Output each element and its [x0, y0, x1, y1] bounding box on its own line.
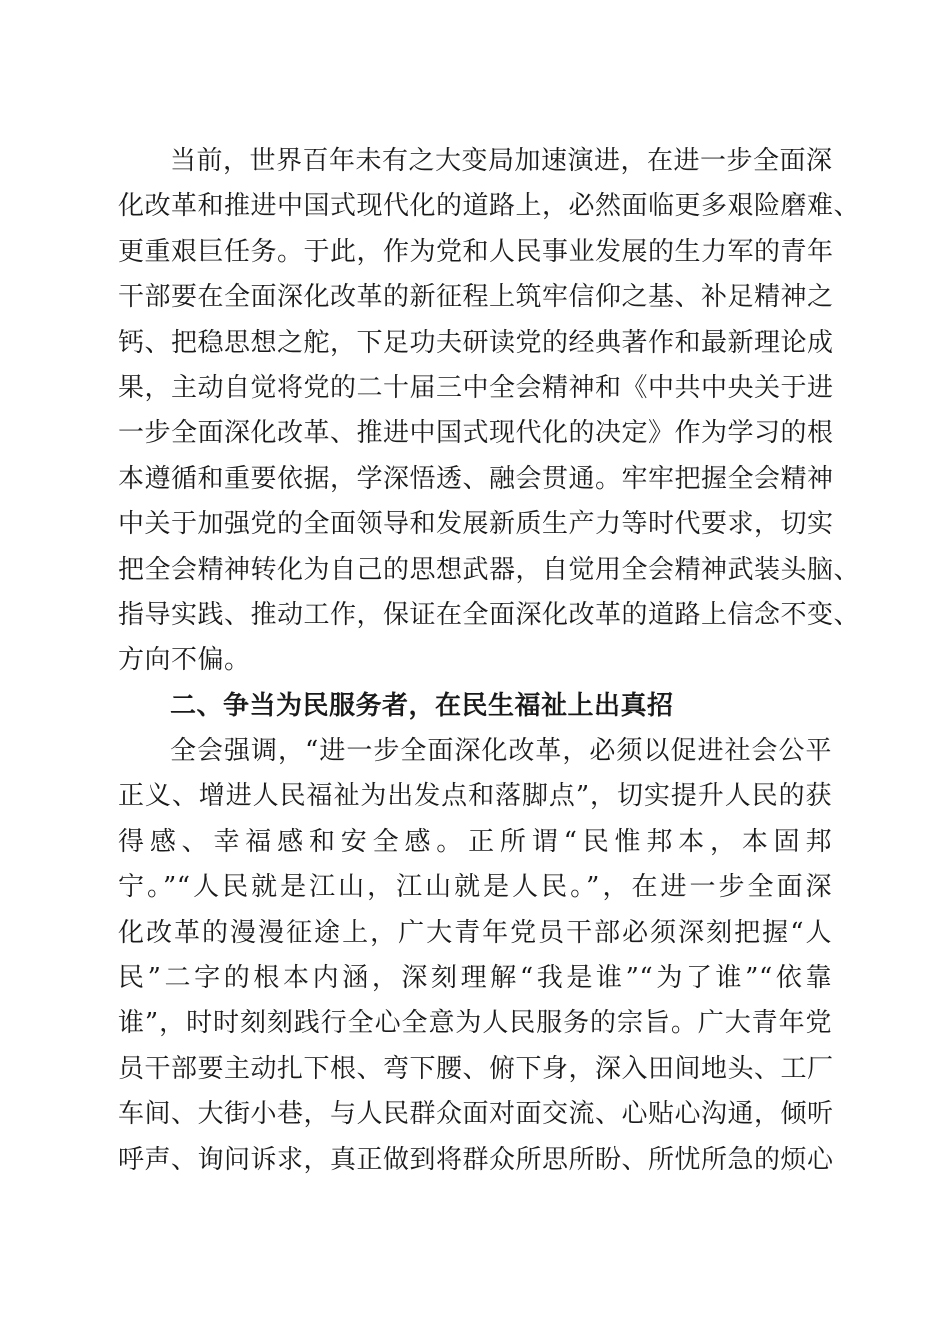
document-body [118, 139, 861, 1183]
paragraph-1-line: 干部要在全面深化改革的新征程上筑牢信仰之基、补足精神之 [118, 282, 834, 313]
paragraph-2-line: 全会强调，“进一步全面深化改革，必须以促进社会公平 [170, 736, 832, 767]
paragraph-2-line: 呼声、询问诉求，真正做到将群众所思所盼、所忧所急的烦心 [118, 1144, 834, 1175]
paragraph-1-line: 钙、把稳思想之舵，下足功夫研读党的经典著作和最新理论成 [118, 327, 834, 358]
paragraph-1-line: 指导实践、推动工作，保证在全面深化改革的道路上信念不变、 [118, 599, 861, 630]
paragraph-2-line: 员干部要主动扎下根、弯下腰、俯下身，深入田间地头、工厂 [118, 1053, 834, 1084]
paragraph-1-line: 化改革和推进中国式现代化的道路上，必然面临更多艰险磨难、 [118, 191, 861, 222]
paragraph-2-line: 得感、幸福感和安全感。正所谓“民惟邦本，本固邦 [118, 826, 832, 857]
paragraph-2-line: 民”二字的根本内涵，深刻理解“我是谁”“为了谁”“依靠 [118, 963, 832, 994]
paragraph-2-line: 谁”，时时刻刻践行全心全意为人民服务的宗旨。广大青年党 [118, 1008, 832, 1039]
paragraph-2-line: 车间、大街小巷，与人民群众面对面交流、心贴心沟通，倾听 [118, 1099, 834, 1130]
paragraph-1-line: 方向不偏。 [118, 645, 251, 676]
paragraph-1-line: 更重艰巨任务。于此，作为党和人民事业发展的生力军的青年 [118, 236, 834, 267]
paragraph-1-line: 当前，世界百年未有之大变局加速演进，在进一步全面深 [170, 146, 833, 176]
section-heading: 二、争当为民服务者，在民生福祉上出真招 [170, 690, 674, 721]
paragraph-1-line: 把全会精神转化为自己的思想武器，自觉用全会精神武装头脑、 [118, 554, 861, 585]
paragraph-1-line: 本遵循和重要依据，学深悟透、融会贯通。牢牢把握全会精神 [118, 463, 834, 494]
paragraph-1-line: 一步全面深化改革、推进中国式现代化的决定》作为学习的根 [118, 418, 834, 449]
paragraph-1-line: 果，主动自觉将党的二十届三中全会精神和《中共中央关于进 [118, 372, 834, 403]
paragraph-2-line: 化改革的漫漫征途上，广大青年党员干部必须深刻把握“人 [118, 917, 832, 948]
paragraph-2-line: 宁。”“人民就是江山，江山就是人民。”，在进一步全面深 [118, 872, 832, 903]
paragraph-2-line: 正义、增进人民福祉为出发点和落脚点”，切实提升人民的获 [118, 781, 832, 812]
paragraph-1-line: 中关于加强党的全面领导和发展新质生产力等时代要求，切实 [118, 509, 834, 540]
